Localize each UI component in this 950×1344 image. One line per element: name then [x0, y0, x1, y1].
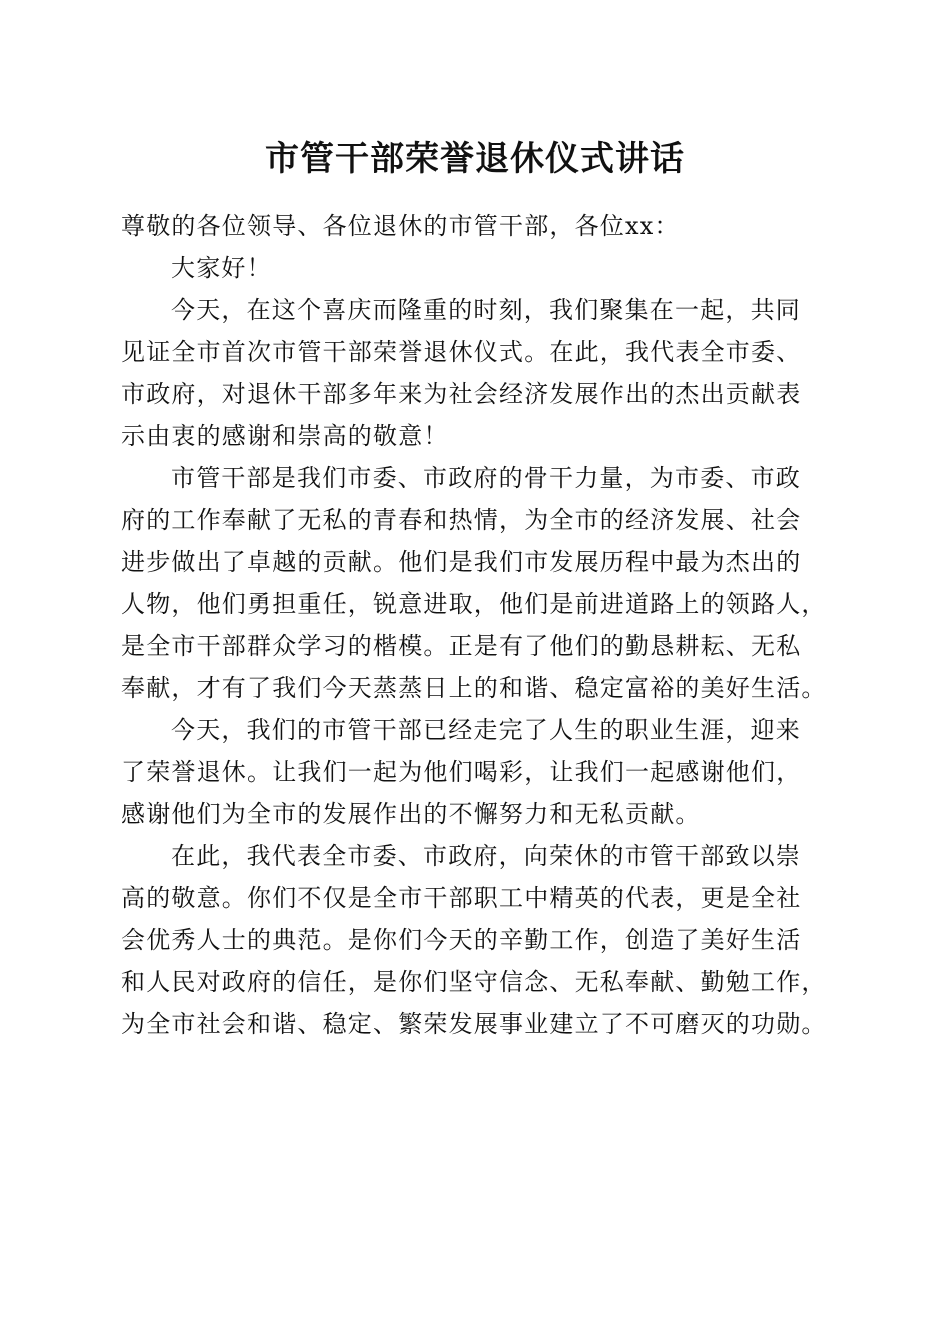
text-line: 为全市社会和谐、稳定、繁荣发展事业建立了不可磨灭的功勋。: [121, 1010, 827, 1038]
text-line: 今天，我们的市管干部已经走完了人生的职业生涯，迎来: [171, 716, 801, 744]
text-line: 大家好！: [171, 254, 272, 282]
text-line: 高的敬意。你们不仅是全市干部职工中精英的代表，更是全社: [121, 884, 802, 912]
text-line: 感谢他们为全市的发展作出的不懈努力和无私贡献。: [121, 800, 701, 828]
text-line: 了荣誉退休。让我们一起为他们喝彩，让我们一起感谢他们，: [121, 758, 802, 786]
text-line: 奉献，才有了我们今天蒸蒸日上的和谐、稳定富裕的美好生活。: [121, 674, 827, 702]
text-line: 市政府，对退休干部多年来为社会经济发展作出的杰出贡献表: [121, 380, 802, 408]
text-line: 进步做出了卓越的贡献。他们是我们市发展历程中最为杰出的: [121, 548, 802, 576]
text-line: 是全市干部群众学习的楷模。正是有了他们的勤恳耕耘、无私: [121, 632, 802, 660]
text-line: 府的工作奉献了无私的青春和热情，为全市的经济发展、社会: [121, 506, 802, 534]
document-body: [121, 205, 833, 1045]
text-line: 市管干部是我们市委、市政府的骨干力量，为市委、市政: [171, 464, 801, 492]
text-line: 今天，在这个喜庆而隆重的时刻，我们聚集在一起，共同: [171, 296, 801, 324]
text-line: 人物，他们勇担重任，锐意进取，他们是前进道路上的领路人，: [121, 590, 827, 618]
text-line: 尊敬的各位领导、各位退休的市管干部，各位xx：: [121, 212, 680, 240]
document-title: 市管干部荣誉退休仪式讲话: [265, 139, 685, 179]
text-line: 示由衷的感谢和崇高的敬意！: [121, 422, 449, 450]
text-line: 在此，我代表全市委、市政府，向荣休的市管干部致以崇: [171, 842, 801, 870]
text-line: 和人民对政府的信任，是你们坚守信念、无私奉献、勤勉工作，: [121, 968, 827, 996]
text-line: 见证全市首次市管干部荣誉退休仪式。在此，我代表全市委、: [121, 338, 802, 366]
text-line: 会优秀人士的典范。是你们今天的辛勤工作，创造了美好生活: [121, 926, 802, 954]
